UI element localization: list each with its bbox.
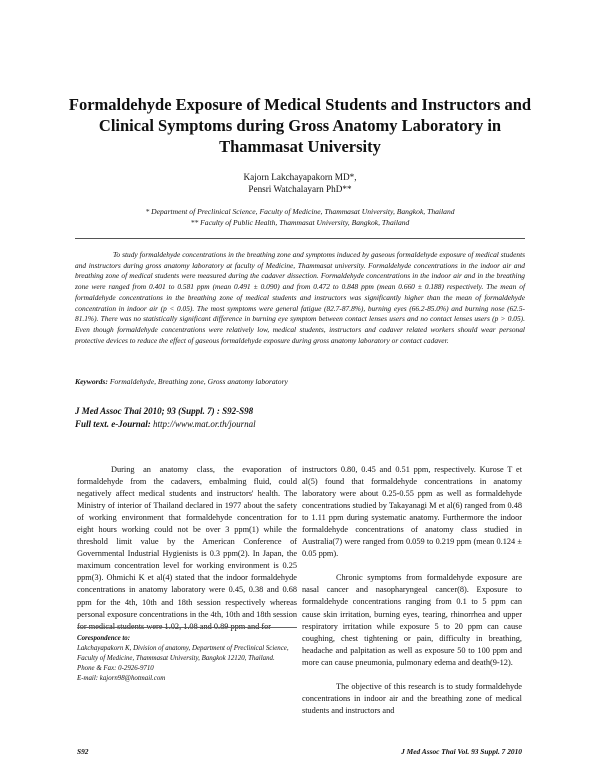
keywords-text: Formaldehyde, Breathing zone, Gross anatomy laboratory [109, 377, 288, 386]
left-column [77, 464, 297, 633]
correspondence-address: Lakchayapakorn K, Division of anatomy, Department of Preclinical Science, Faculty of Medicine, Thammasat University, Bangkok 12120, Thailand. [77, 644, 289, 662]
journal-citation: J Med Assoc Thai 2010; 93 (Suppl. 7) : S92-S98 [75, 406, 254, 416]
correspondence-email: E-mail: kajorn98@hotmail.com [77, 674, 166, 682]
affiliations [80, 207, 520, 228]
footer-journal: J Med Assoc Thai Vol. 93 Suppl. 7 2010 [401, 747, 522, 756]
right-paragraph-2: Chronic symptoms from formaldehyde exposure are nasal cancer and nasopharyngeal cancer(8). Exposure to formaldehyde concentrations ranging from 0.1 to 5 ppm can cause skin irritation, burning eyes, tearing, rhinorrhea and upper respiratory irritation while exposure 5 to 20 ppm can cause coughing, chest tightening or pain, difficulty in breathing, headache and palpitation as well as exposure 50 to 100 ppm and more can cause pneumonia, pulmonary edema and death(9-12). [302, 573, 522, 667]
correspondence-phone: Phone & Fax: 0-2926-9710 [77, 664, 154, 672]
intro-paragraph: During an anatomy class, the evaporation of formaldehyde from the cadavers, embalming fluid, could negatively affect medical students and instructors' health. The Ministry of interior of Thailand declared in 1977 about the safety of working environment that formaldehyde concentration for eight hours working could not be over 3 ppm(1) while the threshold limit value by the American Conference of Governmental Industrial Hygienists is 0.3 ppm(2). In Japan, the maximum concentration level for working environment is 0.25 ppm(3). Ohmichi K et al(4) stated that the indoor formaldehyde concentrations in anatomy laboratory were 0.45, 0.38 and 0.68 ppm for the 4th, 10th and 18th session respectively whereas personal exposure concentrations in the 4th, 10th and 18th session for medical students were 1.02, 1.08 and 0.89 ppm and for [77, 465, 297, 631]
right-column [302, 464, 522, 717]
article-title: Formaldehyde Exposure of Medical Students and Instructors and Clinical Symptoms during Gross Anatomy Laboratory in Thammasat University [68, 95, 532, 156]
affiliation-2: ** Faculty of Public Health, Thammasat University, Bangkok, Thailand [190, 217, 410, 227]
fulltext-label: Full text. e-Journal: [75, 418, 151, 429]
right-paragraph-1: instructors 0.80, 0.45 and 0.51 ppm, respectively. Kurose T et al(5) found that formaldehyde concentrations in anatomy laboratory were about 0.25-0.55 ppm as well as formaldehyde concentrations studied by Takayanagi M et al(6) ranged from 0.48 to 1.11 ppm during systematic anatomy. Furthermore the indoor formaldehyde concentrations of anatomy class studied in Australia(7) were ranged from 0.059 to 0.219 ppm (mean 0.124 ± 0.05 ppm). [302, 465, 522, 559]
author-list [100, 171, 500, 195]
right-paragraph-3: The objective of this research is to study formaldehyde concentrations in indoor air and the breathing zone of medical students and instructors and [302, 681, 522, 715]
page-number: S92 [77, 747, 89, 756]
author-1: Kajorn Lakchayapakorn MD*, [243, 172, 357, 182]
keywords-label: Keywords: [75, 377, 108, 386]
correspondence-box [77, 627, 297, 684]
keywords [75, 377, 525, 386]
author-2: Pensri Watchalayarn PhD** [248, 184, 352, 194]
affiliation-1: * Department of Preclinical Science, Faculty of Medicine, Thammasat University, Bangkok, Thailand [145, 207, 455, 216]
header-divider [75, 238, 525, 239]
fulltext-line [75, 418, 525, 431]
abstract: To study formaldehyde concentrations in the breathing zone and symptoms induced by gaseous formaldehyde exposure of medical students and instructors during gross anatomy laboratory at faculty of Medicine, Thammasat university. Formaldehyde concentrations in the indoor air and breathing zone of medical students were measured during the cadaver dissection. Formaldehyde concentrations in the indoor air and in the breathing zone were ranged from 0.401 to 0.581 ppm (mean 0.491 ± 0.090) and from 0.472 to 0.848 ppm (mean 0.660 ± 0.188) respectively. The mean of formaldehyde concentrations in the breathing zone of medical students and instructors was significantly higher than the mean of formaldehyde concentration in indoor air (p < 0.05). The most symptoms were general fatigue (82.7-87.8%), burning eyes (66.2-85.0%) and burning nose (62.5-81.1%). There was no statistically significant difference in burning eye symptom between contact lenses users and no contact lenses users (p > 0.05). Even though formaldehyde concentrations were relatively low, medical students, instructors and cadaver related workers should wear personal protective devices to reduce the effect of gaseous formaldehyde exposure during gross anatomy laboratory or contact cadaver. [75, 250, 525, 345]
journal-url-link[interactable]: http://www.mat.or.th/journal [153, 418, 256, 429]
correspondence-heading: Corespondence to: [77, 635, 131, 642]
journal-info [75, 405, 525, 430]
